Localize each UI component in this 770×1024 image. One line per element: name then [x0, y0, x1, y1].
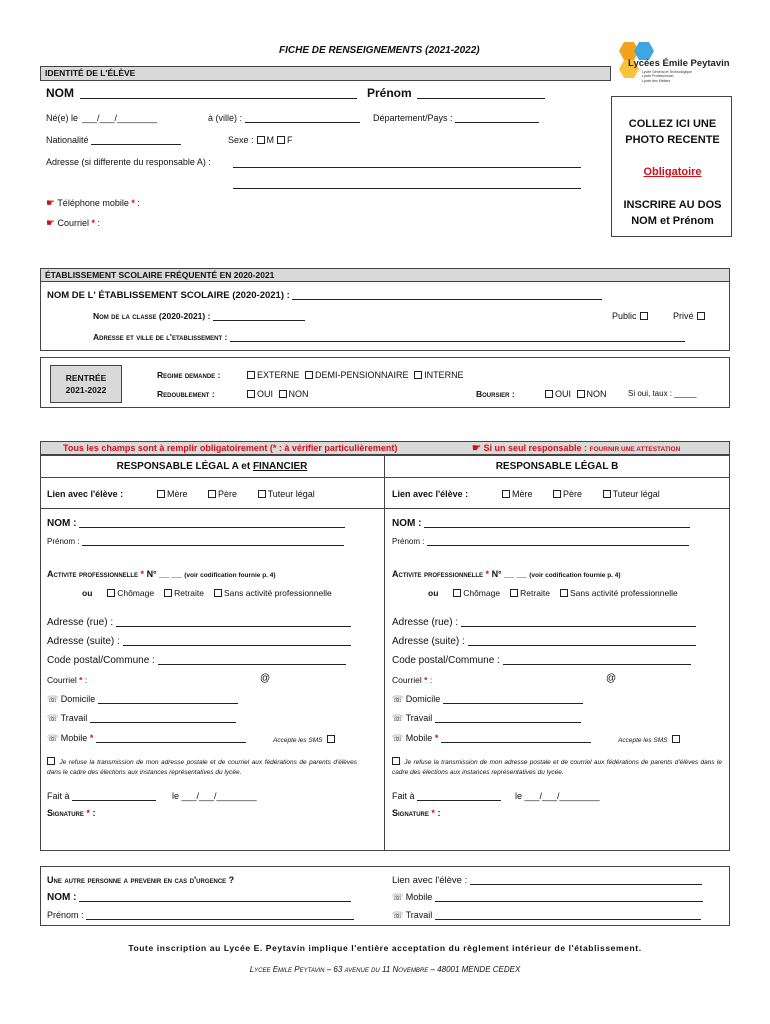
resp-a-nom[interactable]: NOM : — [47, 518, 345, 529]
column-divider — [384, 455, 385, 851]
resp-b-domicile[interactable]: ☏ Domicile — [392, 694, 583, 705]
resp-a-domicile[interactable]: ☏ Domicile — [47, 694, 238, 705]
telephone-icon: ☏ — [392, 713, 404, 723]
resp-b-cp[interactable]: Code postal/Commune : — [392, 655, 691, 666]
resp-a-link-label: Lien avec l'élève : — [47, 489, 124, 499]
resp-b-addr-suite[interactable]: Adresse (suite) : — [392, 636, 696, 647]
checkbox-icon[interactable] — [214, 589, 222, 597]
emergency-title: Une autre personne a prevenir en cas d'urgence ? — [47, 875, 235, 885]
checkbox-icon[interactable] — [305, 371, 313, 379]
telephone-icon: ☏ — [392, 694, 404, 704]
checkbox-icon[interactable] — [414, 371, 422, 379]
student-mobile-label: ☛ Téléphone mobile * : — [46, 198, 140, 209]
checkbox-icon[interactable] — [697, 312, 705, 320]
nom-label: NOM — [46, 86, 74, 100]
resp-b-prenom[interactable]: Prénom : — [392, 537, 689, 546]
school-address-label: Adresse et ville de l'etablissement : — [93, 332, 685, 342]
logo-name: Lycées Émile Peytavin — [628, 58, 730, 69]
resp-a-signature[interactable]: Signature * : — [47, 808, 96, 818]
resp-b-date[interactable]: le ___/___/________ — [515, 791, 600, 801]
emergency-travail[interactable]: ☏ Travail — [392, 910, 701, 921]
checkbox-icon[interactable] — [640, 312, 648, 320]
checkbox-icon[interactable] — [164, 589, 172, 597]
resp-a-mobile[interactable]: ☏ Mobile * — [47, 733, 246, 744]
department-label: Département/Pays : — [373, 113, 539, 123]
nationality-label: Nationalité — [46, 135, 181, 145]
prenom-field[interactable] — [417, 98, 545, 99]
resp-a-addr-suite[interactable]: Adresse (suite) : — [47, 636, 351, 647]
checkbox-icon[interactable] — [107, 589, 115, 597]
resp-b-activity[interactable]: Activite professionnelle * N° __ __ (voir codification fournie p. 4) — [392, 569, 621, 579]
resp-a-prenom[interactable]: Prénom : — [47, 537, 344, 546]
resp-b-mobile[interactable]: ☏ Mobile * — [392, 733, 591, 744]
checkbox-icon[interactable] — [545, 390, 553, 398]
resp-a-sms[interactable]: Accepte les SMS — [273, 735, 337, 744]
resp-b-signature[interactable]: Signature * : — [392, 808, 441, 818]
student-address-label: Adresse (si differente du responsable A) : — [46, 157, 211, 167]
telephone-icon: ☏ — [392, 733, 404, 743]
resp-a-activity-options[interactable]: ou Chômage Retraite Sans activité professionnelle — [82, 588, 332, 598]
resp-b-travail[interactable]: ☏ Travail — [392, 713, 581, 724]
public-checkbox[interactable]: Public — [612, 311, 650, 321]
regime-options[interactable]: EXTERNE DEMI-PENSIONNAIRE INTERNE — [244, 370, 464, 380]
student-address-line2[interactable] — [233, 188, 581, 189]
checkbox-icon[interactable] — [47, 757, 55, 765]
checkbox-icon[interactable] — [603, 490, 611, 498]
photo-box[interactable] — [611, 96, 732, 237]
resp-b-nom[interactable]: NOM : — [392, 518, 690, 529]
private-checkbox[interactable]: Privé — [673, 311, 707, 321]
resp-a-addr-rue[interactable]: Adresse (rue) : — [47, 617, 351, 628]
resp-b-courriel[interactable]: Courriel * : — [392, 675, 433, 685]
regime-label: Regime demande : — [157, 370, 221, 380]
emergency-prenom[interactable]: Prénom : — [47, 910, 354, 920]
resp-b-addr-rue[interactable]: Adresse (rue) : — [392, 617, 696, 628]
link-divider — [40, 508, 730, 509]
rentree-section — [40, 357, 730, 408]
telephone-icon: ☏ — [392, 892, 404, 902]
resp-b-sms[interactable]: Accepte les SMS — [618, 735, 682, 744]
footer-address: Lycee Emile Peytavin – 63 avenue du 11 Novembre – 48001 MENDE CEDEX — [249, 965, 521, 974]
birthdate-label: Né(e) le — [46, 113, 79, 123]
resp-b-title: RESPONSABLE LÉGAL B — [495, 461, 619, 472]
logo-subtitle: Lycée Général et Technologique Lycée Professionnel Lycée des Métiers — [642, 70, 693, 83]
redoublement-label: Redoublement : — [157, 389, 215, 399]
footer-rules: Toute inscription au Lycée E. Peytavin implique l'entière acceptation du règlement intérieur de l'établissement. — [128, 943, 642, 953]
checkbox-icon[interactable] — [247, 371, 255, 379]
checkbox-icon[interactable] — [553, 490, 561, 498]
student-address-line1[interactable] — [233, 167, 581, 168]
resp-a-at: @ — [260, 673, 271, 684]
resp-a-fait[interactable]: Fait à — [47, 791, 156, 801]
checkbox-icon[interactable] — [672, 735, 680, 743]
class-name-label: Nom de la classe (2020-2021) : — [93, 311, 305, 321]
checkbox-icon[interactable] — [157, 490, 165, 498]
checkbox-icon[interactable] — [327, 735, 335, 743]
photo-instruction: COLLEZ ICI UNE PHOTO RECENTE — [625, 118, 720, 146]
telephone-icon: ☏ — [47, 733, 59, 743]
checkbox-icon[interactable] — [560, 589, 568, 597]
pointing-hand-icon: ☛ — [46, 198, 55, 209]
pointing-hand-icon: ☛ — [46, 218, 55, 229]
nom-field[interactable] — [80, 98, 357, 99]
resp-b-at: @ — [606, 673, 617, 684]
telephone-icon: ☏ — [47, 694, 59, 704]
birth-city-label: à (ville) : — [208, 113, 360, 123]
resp-b-link-label: Lien avec l'élève : — [392, 489, 469, 499]
pointing-hand-icon: ☛ — [472, 443, 481, 454]
title-divider — [40, 477, 730, 478]
checkbox-icon[interactable] — [247, 390, 255, 398]
emergency-link[interactable]: Lien avec l'élève : — [392, 875, 702, 886]
checkbox-icon[interactable] — [257, 136, 265, 144]
checkbox-icon[interactable] — [392, 757, 400, 765]
photo-mandatory: Obligatoire — [643, 166, 702, 178]
resp-a-activity[interactable]: Activite professionnelle * N° __ __ (voir codification fournie p. 4) — [47, 569, 276, 579]
single-responsible-notice: ☛ Si un seul responsable : FOURNIR UNE ATTESTATION — [472, 443, 681, 454]
checkbox-icon[interactable] — [279, 390, 287, 398]
resp-a-date[interactable]: le ___/___/________ — [172, 791, 257, 801]
birthdate-field[interactable]: ___/___/________ — [82, 113, 158, 123]
checkbox-icon[interactable] — [510, 589, 518, 597]
resp-a-cp[interactable]: Code postal/Commune : — [47, 655, 346, 666]
checkbox-icon[interactable] — [577, 390, 585, 398]
emergency-nom[interactable]: NOM : — [47, 892, 351, 903]
resp-b-fait[interactable]: Fait à — [392, 791, 501, 801]
telephone-icon: ☏ — [392, 910, 404, 920]
checkbox-icon[interactable] — [277, 136, 285, 144]
emergency-mobile[interactable]: ☏ Mobile — [392, 892, 703, 903]
resp-b-refuse[interactable]: Je refuse la transmission de mon adresse postale et de courriel aux fédérations de parents d'élèves dans le cadre des élections aux instances représentatives du lycée. — [392, 759, 722, 776]
boursier-taux[interactable]: Si oui, taux : _____ — [628, 389, 697, 398]
checkbox-icon[interactable] — [208, 490, 216, 498]
telephone-icon: ☏ — [47, 713, 59, 723]
resp-b-activity-options[interactable]: ou Chômage Retraite Sans activité professionnelle — [428, 588, 678, 598]
school-header: ÉTABLISSEMENT SCOLAIRE FRÉQUENTÉ EN 2020-2021 — [40, 268, 730, 282]
sex-field[interactable]: Sexe : M F — [228, 135, 293, 145]
prenom-label: Prénom — [367, 86, 412, 100]
resp-a-title: RESPONSABLE LÉGAL A et FINANCIER — [116, 461, 308, 472]
boursier-label: Boursier : — [476, 389, 515, 399]
checkbox-icon[interactable] — [258, 490, 266, 498]
checkbox-icon[interactable] — [453, 589, 461, 597]
resp-a-refuse[interactable]: Je refuse la transmission de mon adresse postale et de courriel aux fédérations de parents d'élèves dans le cadre des élections aux instances représentatives du lycée. — [47, 759, 357, 776]
form-title: FICHE DE RENSEIGNEMENTS (2021-2022) — [279, 45, 480, 56]
boursier-options[interactable]: OUI NON — [542, 389, 607, 399]
identity-header: IDENTITÉ DE L'ÉLÈVE — [40, 66, 611, 81]
resp-a-travail[interactable]: ☏ Travail — [47, 713, 236, 724]
resp-a-link-options[interactable]: Mère Père Tuteur légal — [154, 489, 315, 499]
school-logo — [612, 40, 742, 83]
redoublement-options[interactable]: OUI NON — [244, 389, 309, 399]
required-notice: Tous les champs sont à remplir obligatoirement (* : à vérifier particulièrement) — [63, 443, 398, 453]
photo-back-instruction: INSCRIRE AU DOS NOM et Prénom — [623, 199, 722, 227]
checkbox-icon[interactable] — [502, 490, 510, 498]
resp-a-courriel[interactable]: Courriel * : — [47, 675, 88, 685]
resp-b-link-options[interactable]: Mère Père Tuteur légal — [499, 489, 660, 499]
school-name-label: NOM DE L' ÉTABLISSEMENT SCOLAIRE (2020-2021) : — [47, 290, 602, 301]
student-email-label: ☛ Courriel * : — [46, 218, 101, 229]
rentree-label: RENTRÉE 2021-2022 — [50, 365, 122, 403]
